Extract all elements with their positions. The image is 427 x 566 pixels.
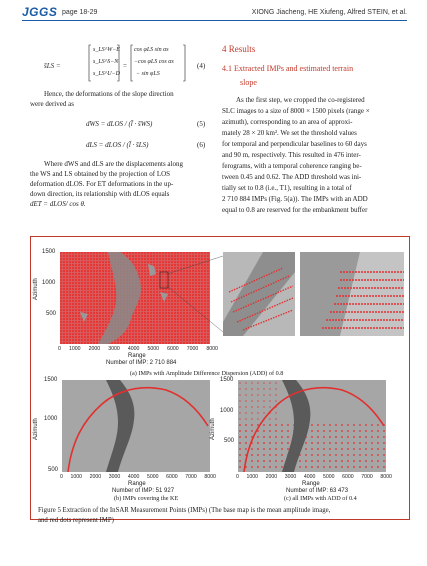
panel-c-xtick: 8000	[380, 474, 392, 480]
paragraph-line: mately 28 × 20 km². We set the threshold values	[222, 129, 357, 137]
paragraph-line: As the first step, we cropped the co-registered	[236, 96, 365, 104]
paragraph-line: and 90 m, respectively. This resulted in 476 inter-	[222, 151, 361, 159]
panel-c-ytick: 1500	[220, 377, 234, 383]
panel-c-map	[238, 380, 386, 472]
page-range: page 18-29	[62, 9, 98, 16]
panel-b-xtick: 8000	[204, 474, 216, 480]
panel-c-ytick: 500	[224, 438, 235, 444]
panel-a-ytick: 1500	[42, 249, 56, 255]
section-heading: 4 Results	[222, 44, 256, 54]
eq5-number: (5)	[197, 120, 206, 128]
panel-a-xticks	[58, 346, 218, 352]
panel-b-xtick: 1000	[70, 474, 83, 480]
paragraph-line: equal to 0.8 are reserved for the embankment buffer	[222, 206, 368, 214]
panel-a-xtick: 1000	[68, 346, 81, 352]
panel-c-caption: (c) all IMPs with ADD of 0.4	[284, 495, 357, 502]
eq4-vec-1: s_LS^W−E	[93, 47, 120, 53]
panel-b-ytick: 500	[48, 467, 59, 473]
panel-c-ytick: 1000	[220, 408, 234, 414]
panel-b-count: Number of IMP: 51 927	[112, 488, 175, 494]
panel-a-xlabel: Range	[128, 353, 146, 359]
panel-a-caption: (a) IMPs with Amplitude Difference Dispersion (ADD) of 0.8	[130, 370, 284, 377]
figure-caption: Figure 5 Extraction of the InSAR Measurement Points (IMPs) (The base map is the mean amplitude image,	[38, 507, 331, 514]
panel-b-xtick: 5000	[146, 474, 159, 480]
panel-c-xticks	[236, 474, 392, 480]
panel-c-xlabel: Range	[302, 481, 320, 487]
panel-c-xtick: 0	[236, 474, 239, 480]
panel-a-xtick: 5000	[147, 346, 160, 352]
panel-c-count: Number of IMP: 63 473	[286, 488, 349, 494]
panel-c-xtick: 1000	[246, 474, 259, 480]
panel-a-xtick: 8000	[206, 346, 218, 352]
paragraph-line: down direction, its relationship with dLOS equals	[30, 190, 170, 198]
paragraph-line: deformation dLOS. For ET deformations in the up-	[30, 180, 174, 188]
panel-b-caption: (b) IMPs covering the KE	[114, 495, 179, 502]
panel-b-xticks	[60, 474, 216, 480]
panel-c-xtick: 6000	[342, 474, 354, 480]
paragraph-line: dET = dLOS/ cos θ.	[30, 200, 86, 208]
eq4-rhs-2: −cos φLS cos αs	[134, 59, 174, 65]
panel-a-xtick: 4000	[127, 346, 140, 352]
panel-a-count: Number of IMP: 2 710 884	[106, 360, 177, 366]
eq4-lhs: s̄LS =	[44, 62, 61, 70]
paragraph-line: the WS and LS obtained by the projection of LOS	[30, 170, 171, 178]
panel-b-xtick: 0	[60, 474, 63, 480]
panel-b-ytick: 1500	[44, 377, 58, 383]
paragraph-line: 2 710 884 IMPs (Fig. 5(a)). The IMPs with an ADD	[222, 195, 368, 203]
journal-logo: JGGS	[22, 5, 58, 19]
eq6: dLS = dLOS / (l̄ · s̄LS)	[86, 141, 149, 149]
eq4-vec-2: s_LS^S−N	[93, 59, 119, 65]
panel-c-ylabel: Azimuth	[210, 418, 216, 440]
paragraph-line: azimuth), corresponding to an area of approxi-	[222, 118, 353, 126]
panel-b-xtick: 4000	[127, 474, 140, 480]
paragraph-line: tween 0.45 and 0.62. The ADD threshold was ini-	[222, 173, 362, 181]
panel-b-xlabel: Range	[128, 481, 146, 487]
paragraph-line: Where dWS and dLS are the displacements along	[44, 160, 183, 168]
header-rule	[22, 20, 407, 21]
zoom-image-left	[223, 252, 295, 336]
paragraph-line: SLC images to a size of 8000 × 1500 pixels (range ×	[222, 107, 370, 115]
paragraph-line: were derived as	[30, 100, 74, 108]
panel-b-xtick: 7000	[185, 474, 197, 480]
figure-caption: and red dots represent IMP)	[38, 517, 114, 524]
panel-b-xtick: 2000	[89, 474, 102, 480]
paragraph-line: Hence, the deformations of the slope direction	[44, 90, 174, 98]
subsection-heading: 4.1 Extracted IMPs and estimated terrain	[222, 64, 354, 73]
panel-b-xtick: 6000	[166, 474, 178, 480]
panel-a-xtick: 6000	[167, 346, 179, 352]
eq4-rhs-3: − sin φLS	[136, 71, 160, 77]
panel-b-ytick: 1000	[44, 416, 58, 422]
panel-b-ylabel: Azimuth	[33, 418, 39, 440]
panel-c-xtick: 3000	[284, 474, 297, 480]
panel-c-xtick: 4000	[303, 474, 316, 480]
eq5: dWS = dLOS / (l̄ · s̄WS)	[86, 120, 153, 128]
eq6-number: (6)	[197, 141, 206, 149]
paragraph-line: ferograms, with a temporal coherence ranging be-	[222, 162, 362, 170]
panel-a-xtick: 7000	[186, 346, 199, 352]
panel-a-xtick: 3000	[108, 346, 120, 352]
panel-a-xtick: 0	[58, 346, 61, 352]
running-authors: XIONG Jiacheng, HE Xiufeng, Alfred STEIN, et al.	[251, 9, 407, 16]
panel-c-xtick: 7000	[361, 474, 373, 480]
panel-b-map	[62, 380, 210, 472]
eq4-rhs-1: cos φLS sin αs	[134, 47, 169, 53]
panel-a-ytick: 1000	[42, 280, 56, 286]
panel-a-ytick: 500	[46, 311, 57, 317]
subsection-heading: slope	[240, 78, 257, 87]
zoom-image-right	[300, 252, 404, 336]
eq4-vec-3: s_LS^U−D	[93, 71, 120, 77]
paragraph-line: tially set to 0.8 (i.e., T1), resulting in a total of	[222, 184, 352, 192]
panel-a-xtick: 2000	[88, 346, 101, 352]
panel-b-xtick: 3000	[108, 474, 121, 480]
panel-c-xtick: 2000	[265, 474, 278, 480]
eq4-equals: =	[123, 62, 127, 70]
panel-c-xtick: 5000	[322, 474, 335, 480]
eq4-number: (4)	[197, 62, 206, 70]
paragraph-line: for temporal and perpendicular baselines to 60 days	[222, 140, 367, 148]
panel-a-ylabel: Azimuth	[33, 278, 39, 300]
